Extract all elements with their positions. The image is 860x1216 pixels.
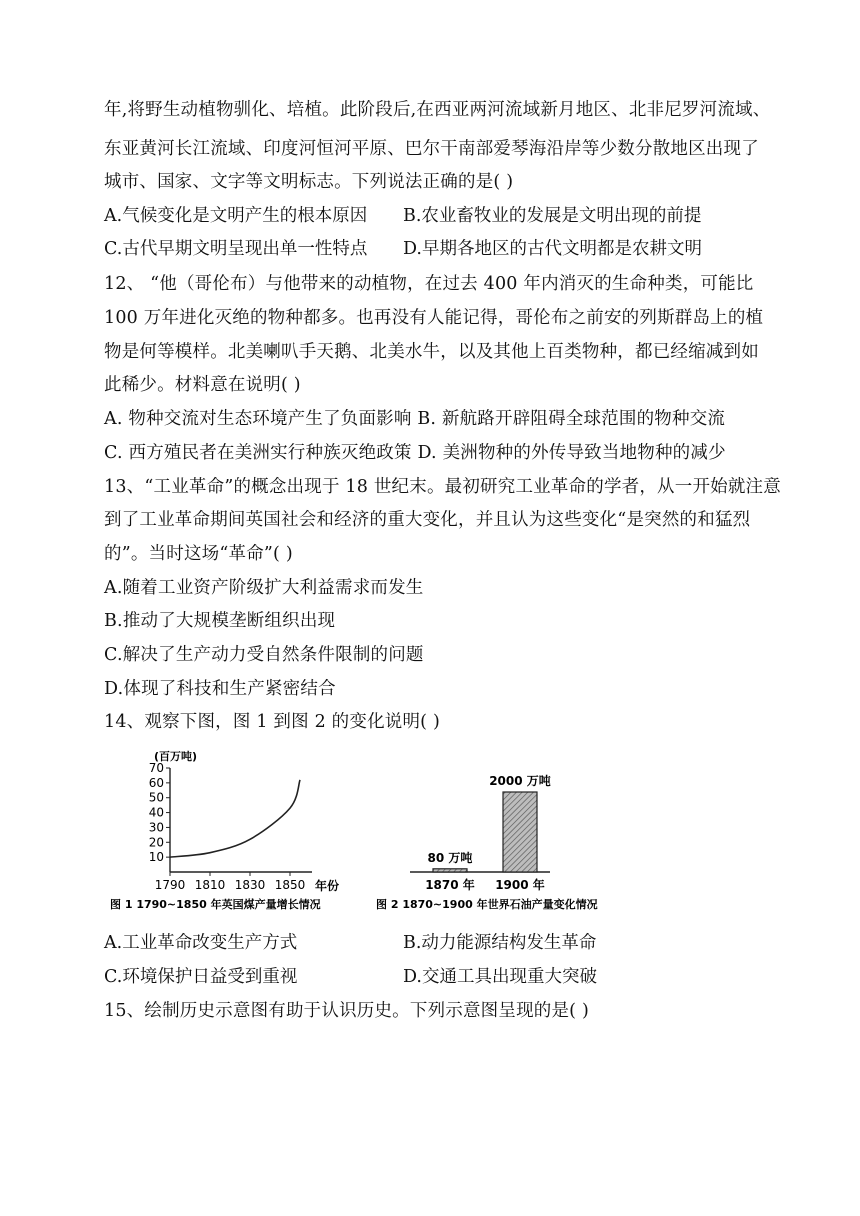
q13-line-3: 的”。当时这场“革命”( ): [104, 544, 293, 564]
fig1-ytick-label: 20: [148, 835, 164, 850]
q11-option-d: D.早期各地区的古代文明都是农耕文明: [403, 239, 702, 259]
q14-stem: 14、观察下图，图 1 到图 2 的变化说明( ): [104, 712, 441, 732]
fig1-xtick-label: 1790: [154, 878, 186, 892]
q11-line-2: 东亚黄河长江流域、印度河恒河平原、巴尔干南部爱琴海沿岸等少数分散地区出现了: [104, 139, 759, 159]
q15-stem: 15、绘制历史示意图有助于认识历史。下列示意图呈现的是( ): [104, 1001, 589, 1021]
figure-1-line-chart: [110, 749, 339, 911]
fig1-xtick-label: 1830: [234, 878, 266, 892]
fig1-ytick-label: 60: [148, 775, 164, 790]
q13-line-1: 13、“工业革命”的概念出现于 18 世纪末。最初研究工业革命的学者，从一开始就注意: [104, 477, 781, 497]
q13-option-d: D.体现了科技和生产紧密结合: [104, 679, 336, 699]
q12-options-cd: C. 西方殖民者在美洲实行种族灭绝政策 D. 美洲物种的外传导致当地物种的减少: [104, 443, 726, 463]
q14-option-a: A.工业革命改变生产方式: [104, 933, 298, 953]
fig1-series-line: [170, 780, 300, 857]
fig1-ylabel: (百万吨): [154, 750, 198, 763]
fig1-ytick-label: 30: [148, 820, 164, 835]
q13-option-b: B.推动了大规模垄断组织出现: [104, 611, 336, 631]
fig2-bar: [433, 869, 467, 872]
q13-line-2: 到了工业革命期间英国社会和经济的重大变化，并且认为这些变化“是突然的和猛烈: [104, 510, 751, 530]
fig2-data-label: 2000 万吨: [489, 774, 551, 788]
fig1-ytick-label: 10: [148, 850, 164, 865]
q14-option-b: B.动力能源结构发生革命: [403, 933, 597, 953]
q11-line-3: 城市、国家、文字等文明标志。下列说法正确的是( ): [104, 172, 514, 192]
fig1-xtick-label: 1850: [274, 878, 306, 892]
q13-option-c: C.解决了生产动力受自然条件限制的问题: [104, 645, 424, 665]
q14-option-d: D.交通工具出现重大突破: [403, 967, 597, 987]
fig1-ytick-label: 40: [148, 805, 164, 820]
fig2-category-label: 1870 年: [425, 878, 475, 892]
q14-charts-svg: [110, 740, 650, 920]
q12-line-2: 100 万年进化灭绝的物种都多。也再没有人能记得，哥伦布之前安的列斯群岛上的植: [104, 308, 764, 328]
q11-option-c: C.古代早期文明呈现出单一性特点: [104, 239, 368, 259]
fig2-data-label: 80 万吨: [427, 850, 473, 865]
fig1-ytick-label: 50: [148, 790, 164, 805]
fig1-caption: 图 1 1790~1850 年英国煤产量增长情况: [110, 898, 321, 911]
q12-line-4: 此稀少。材料意在说明( ): [104, 375, 301, 395]
figure-2-bar-chart: [376, 773, 598, 911]
fig1-xlabel: 年份: [315, 879, 340, 893]
q12-line-1: 12、 “他（哥伦布）与他带来的动植物，在过去 400 年内消灭的生命种类，可能比: [104, 274, 754, 294]
fig1-xtick-label: 1810: [194, 878, 226, 892]
q11-option-b: B.农业畜牧业的发展是文明出现的前提: [403, 206, 702, 226]
q12-options-ab: A. 物种交流对生态环境产生了负面影响 B. 新航路开辟阻碍全球范围的物种交流: [104, 409, 726, 429]
q11-option-a: A.气候变化是文明产生的根本原因: [104, 206, 368, 226]
q14-option-c: C.环境保护日益受到重视: [104, 967, 298, 987]
fig2-category-label: 1900 年: [495, 878, 545, 892]
q14-figure: [110, 740, 650, 920]
fig2-bar: [503, 792, 537, 872]
fig2-caption: 图 2 1870~1900 年世界石油产量变化情况: [376, 898, 598, 911]
fig1-ytick-label: 70: [148, 761, 164, 775]
q12-line-3: 物是何等模样。北美喇叭手天鹅、北美水牛，以及其他上百类物种，都已经缩减到如: [104, 342, 759, 362]
q13-option-a: A.随着工业资产阶级扩大利益需求而发生: [104, 578, 424, 598]
q11-line-1: 年,将野生动植物驯化、培植。此阶段后,在西亚两河流域新月地区、北非尼罗河流域、: [104, 100, 771, 120]
